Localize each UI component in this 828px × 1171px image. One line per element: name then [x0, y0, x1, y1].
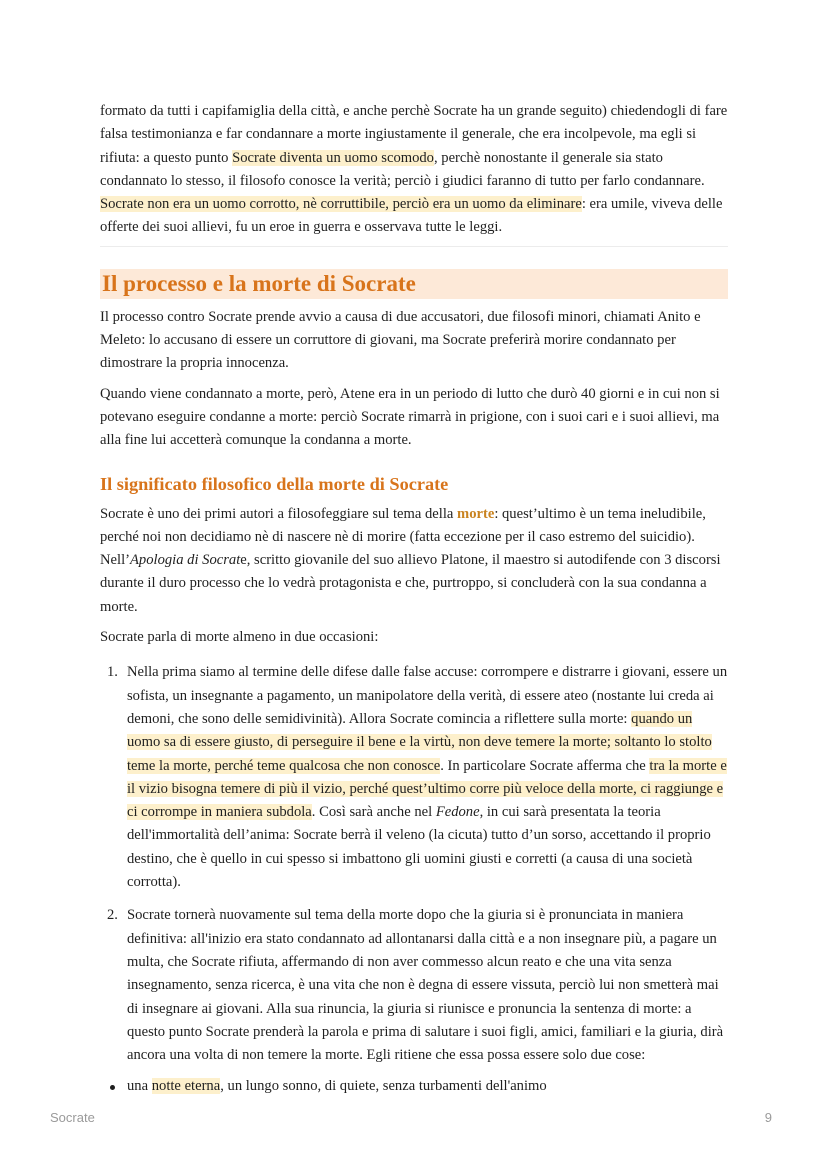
- bullet-text-1: una: [127, 1078, 152, 1095]
- intro-text-1: formato da tutti i capifamiglia della città, e anche perchè Socrate ha un grande seguito) chiedendogli di fare falsa testimonianza e far condannare a morte ingiustamente il generale, che era incolpevole, ma egli si rifiuta: a questo punto: [100, 103, 728, 166]
- intro-highlight-1: Socrate diventa un uomo scomodo: [232, 149, 434, 166]
- item1-text-4: , in cui sarà presentata la teoria dell'immortalità dell’anima: Socrate berrà il veleno (la cicuta) tutto d’un sorso, accettando il proprio destino, che è quello in cui spesso si imbattono gli uomini giusti e corretti (a causa di una società corrotta).: [127, 804, 711, 891]
- item1-text-2: . In particolare Socrate afferma che: [440, 757, 650, 774]
- list-number: 1.: [107, 664, 118, 681]
- item1-italic: Fedone: [435, 804, 480, 821]
- item1-text-3: . Così sarà anche nel: [311, 804, 436, 821]
- intro-text-2: , perchè nonostante il generale sia stato condannato lo stesso, il filosofo conosce la verità; perciò i giudici faranno di tutto per farlo condannare.: [100, 149, 705, 189]
- subsection-heading: Il significato filosofico della morte di Socrate: [100, 473, 449, 494]
- bullet-list: [100, 1075, 728, 1098]
- meaning-text-2: : quest’ultimo è un tema ineludibile, perché noi non decidiamo nè di nascere nè di morire (fatta eccezione per il caso estremo del suicidio). Nell’: [100, 505, 706, 569]
- meaning-paragraph-2: Socrate parla di morte almeno in due occasioni:: [100, 629, 379, 646]
- meaning-text-3: e, scritto giovanile del suo allievo Platone, il maestro si autodifende con 3 discorsi durante il duro processo che lo vedrà protagonista e che, purtroppo, si concluderà con la sua condanna a morte.: [100, 552, 721, 615]
- meaning-paragraph-1: [100, 503, 728, 619]
- section-heading: Il processo e la morte di Socrate: [100, 269, 728, 299]
- numbered-list: [100, 661, 728, 1067]
- list-item: [100, 904, 728, 1067]
- meaning-italic-title: Apologia di Socrat: [130, 552, 241, 569]
- footer-page-number: 9: [764, 1110, 772, 1125]
- item1-highlight-2: tra la morte e il vizio bisogna temere di più il vizio, perché quest’ultimo corre più veloce della morte, ci raggiunge e ci corrompe in maniera subdola: [127, 757, 727, 821]
- page-content: [100, 100, 728, 1099]
- intro-highlight-2: Socrate non era un uomo corrotto, nè corruttibile, perciò era un uomo da eliminare: [100, 196, 582, 213]
- item1-text-1: Nella prima siamo al termine delle difese dalle false accuse: corrompere e distrarre i giovani, essere un sofista, un insegnante a pagamento, un manipolatore della verità, di essere ateo (nostante lui creda ai demoni, che sono delle semidivinità). Allora Socrate comincia a riflettere sulla morte:: [127, 664, 728, 727]
- list-number: 2.: [107, 907, 118, 924]
- bullet-dot-icon: [110, 1085, 115, 1090]
- meaning-text-1: Socrate è uno dei primi autori a filosofeggiare sul tema della: [100, 505, 458, 522]
- intro-paragraph: [100, 100, 728, 240]
- intro-text-3: : era umile, viveva delle offerte dei suoi allievi, fu un eroe in guerra e osservava tutte le leggi.: [100, 196, 723, 236]
- process-paragraph-1: Il processo contro Socrate prende avvio a causa di due accusatori, due filosofi minori, chiamati Anito e Meleto: lo accusano di essere un corruttore di giovani, ma Socrate preferirà morire condannato per dimostrare la propria innocenza.: [100, 308, 701, 372]
- footer-document-title: Socrate: [50, 1110, 95, 1125]
- list-item: [100, 661, 728, 894]
- bullet-text-2: , un lungo sonno, di quiete, senza turbamenti dell'animo: [220, 1078, 547, 1095]
- divider: [100, 246, 728, 247]
- item1-highlight-1: quando un uomo sa di essere giusto, di perseguire il bene e la virtù, non deve temere la morte; soltanto lo stolto teme la morte, perché teme qualcosa che non conosce: [127, 710, 712, 774]
- item2-text: Socrate tornerà nuovamente sul tema della morte dopo che la giuria si è pronunciata in maniera definitiva: all'inizio era stato condannato ad allontanarsi dalla città e a non insegnare più, a pagare un multa, che Socrate rifiuta, affermando di non aver commesso alcun reato e che una vita senza insegnamento, senza ricerca, è una vita che non è degna di essere vissuta, perciò lui non smetterà mai di insegnare ai giovani. Alla sua rinuncia, la giuria si riunisce e pronuncia la sentenza di morte: a questo punto Socrate prenderà la parola e prima di salutare i suoi figli, amici, familiari e la giuria, dirà ancora una volta di non temere la morte. Egli ritiene che essa possa essere solo due cose:: [127, 907, 724, 1064]
- keyword-morte: morte: [457, 505, 495, 522]
- bullet-item: [100, 1075, 728, 1098]
- bullet-highlight: notte eterna: [151, 1078, 221, 1095]
- process-paragraph-2: Quando viene condannato a morte, però, Atene era in un periodo di lutto che durò 40 giorni e in cui non si potevano eseguire condanne a morte: perciò Socrate rimarrà in prigione, con i suoi cari e i suoi allievi, ma alla fine lui accetterà comunque la condanna a morte.: [100, 385, 720, 449]
